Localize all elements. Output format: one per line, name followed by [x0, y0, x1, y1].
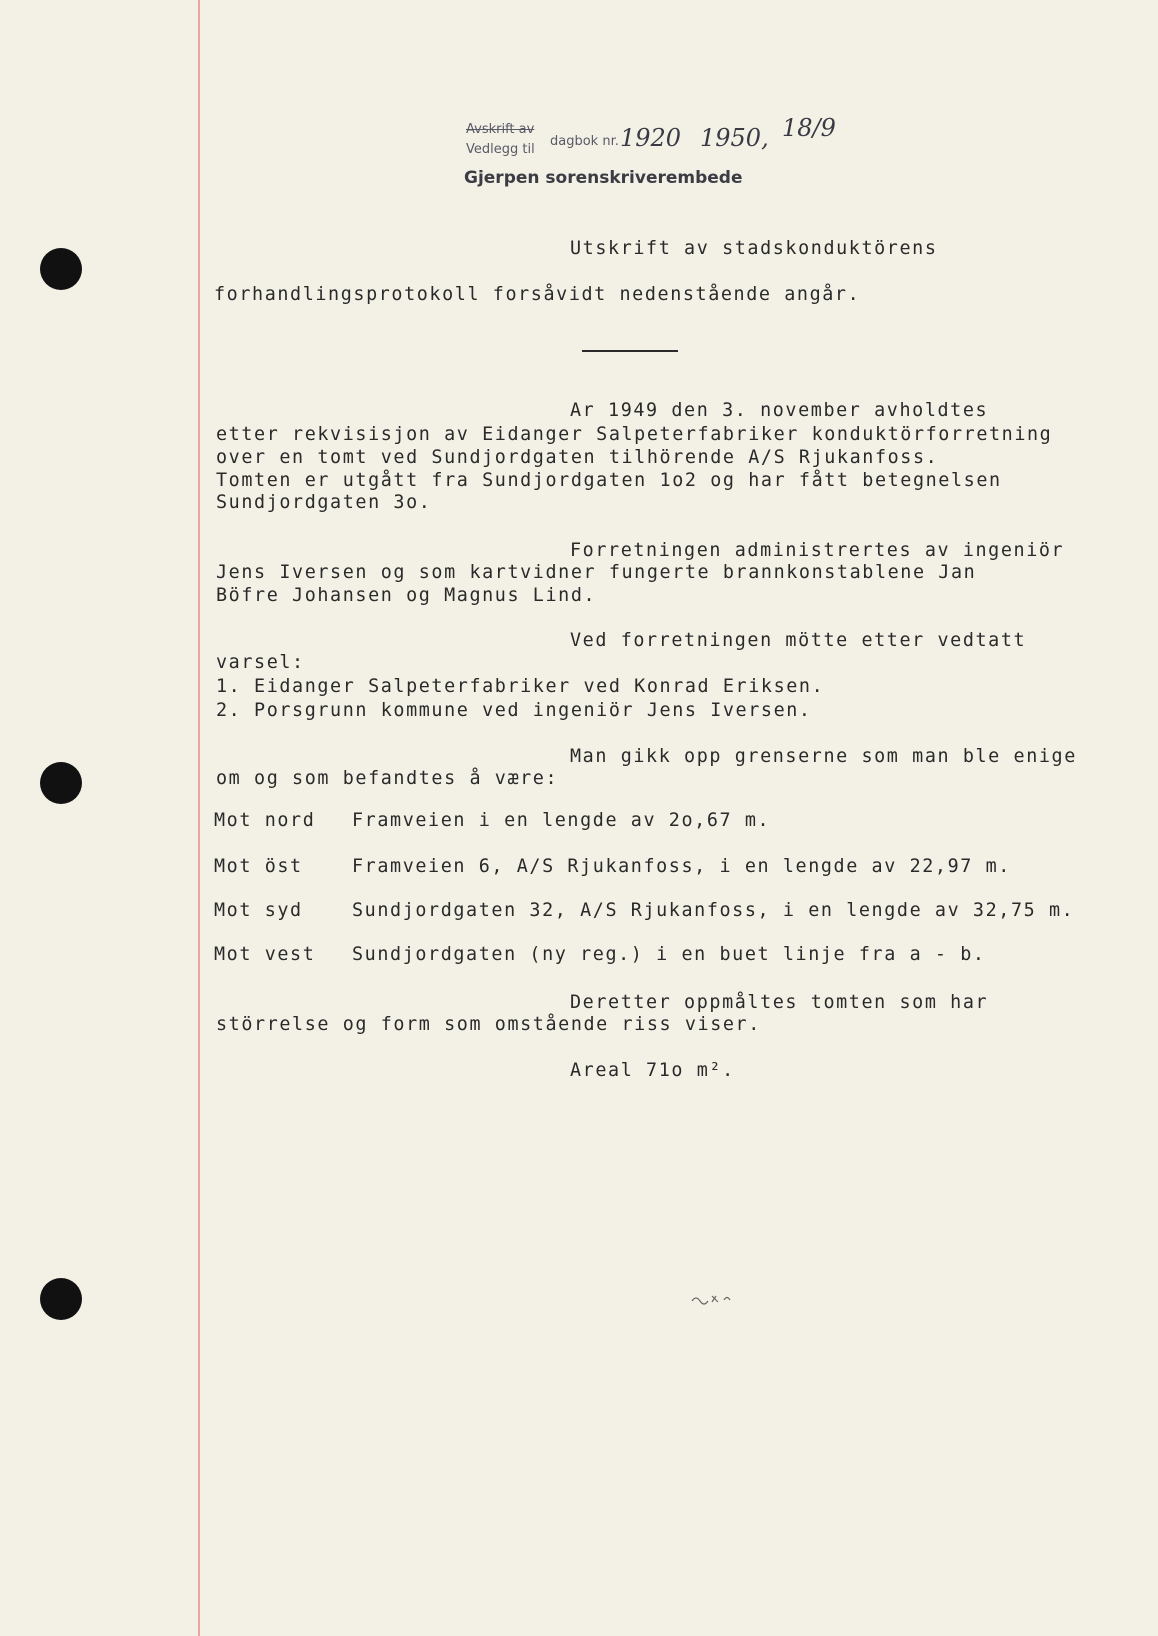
stamp-line-2: Vedlegg til: [466, 142, 535, 157]
boundary-ost-label: Mot öst: [214, 856, 303, 877]
ink-mark: [690, 1292, 734, 1306]
stamp-dagbok: dagbok nr.: [550, 134, 619, 149]
p1-line-4: Tomten er utgått fra Sundjordgaten 1o2 og har fått betegnelsen: [216, 470, 1002, 491]
p4-line-2: om og som befandtes å være:: [216, 768, 559, 789]
stamp-office: Gjerpen sorenskriverembede: [464, 168, 743, 188]
p3-line-4: 2. Porsgrunn kommune ved ingeniör Jens Iversen.: [216, 700, 812, 721]
boundary-syd-label: Mot syd: [214, 900, 303, 921]
p3-line-1: Ved forretningen mötte etter vedtatt: [570, 630, 1027, 651]
boundary-ost-text: Framveien 6, A/S Rjukanfoss, i en lengde av 22,97 m.: [352, 856, 1011, 877]
punch-hole-bottom: [40, 1278, 82, 1320]
p1-line-5: Sundjordgaten 3o.: [216, 492, 432, 513]
stamp-date: 18/9: [782, 114, 836, 142]
margin-line: [198, 0, 200, 1636]
p3-line-2: varsel:: [216, 652, 305, 673]
title-line-1: Utskrift av stadskonduktörens: [570, 238, 938, 259]
stamp-year: 1950,: [700, 124, 769, 152]
stamp-number: 1920: [620, 124, 682, 152]
title-line-2: forhandlingsprotokoll forsåvidt nedenstående angår.: [214, 284, 861, 305]
p1-line-3: over en tomt ved Sundjordgaten tilhörende A/S Rjukanfoss.: [216, 447, 939, 468]
p2-line-2: Jens Iversen og som kartvidner fungerte brannkonstablene Jan: [216, 562, 977, 583]
boundary-vest-label: Mot vest: [214, 944, 316, 965]
title-rule: [582, 350, 678, 352]
area-line: Areal 71o m².: [570, 1060, 735, 1081]
p1-line-1: Ar 1949 den 3. november avholdtes: [570, 400, 989, 421]
p1-line-2: etter rekvisisjon av Eidanger Salpeterfabriker konduktörforretning: [216, 424, 1053, 445]
p3-line-3: 1. Eidanger Salpeterfabriker ved Konrad Eriksen.: [216, 676, 825, 697]
p2-line-1: Forretningen administrertes av ingeniör: [570, 540, 1065, 561]
boundary-vest-text: Sundjordgaten (ny reg.) i en buet linje fra a - b.: [352, 944, 986, 965]
boundary-nord-label: Mot nord: [214, 810, 316, 831]
punch-hole-middle: [40, 762, 82, 804]
boundary-syd-text: Sundjordgaten 32, A/S Rjukanfoss, i en lengde av 32,75 m.: [352, 900, 1075, 921]
p5-line-2: störrelse og form som omstående riss viser.: [216, 1014, 761, 1035]
stamp-line-1: Avskrift av: [466, 122, 535, 137]
p4-line-1: Man gikk opp grenserne som man ble enige: [570, 746, 1077, 767]
punch-hole-top: [40, 248, 82, 290]
p5-line-1: Deretter oppmåltes tomten som har: [570, 992, 989, 1013]
boundary-nord-text: Framveien i en lengde av 2o,67 m.: [352, 810, 771, 831]
p2-line-3: Böfre Johansen og Magnus Lind.: [216, 585, 597, 606]
